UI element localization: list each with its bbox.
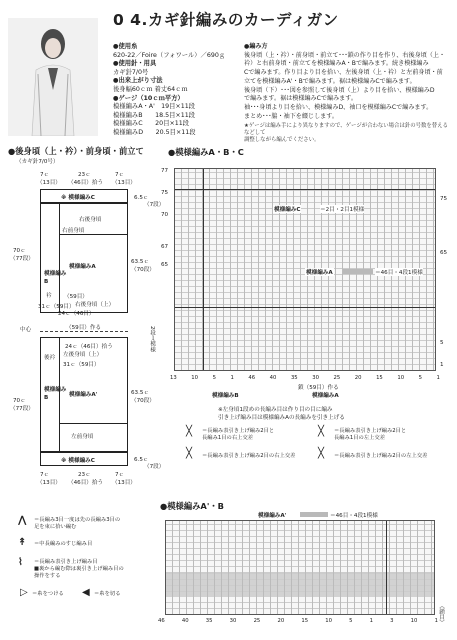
pattern-label: ※ 模様編みC xyxy=(61,458,95,464)
dim-label: 7ｃ xyxy=(40,172,50,178)
method-line: 袖･･･身頃より目を拾い、模様編みD、袖口を模様編みCで編みます。 xyxy=(244,103,433,111)
stitch-number: 10 xyxy=(191,375,199,381)
dim-label: （7段） xyxy=(144,464,165,470)
hdc-back-loop-icon: ↟ xyxy=(18,537,27,548)
stitch-number: 46 xyxy=(158,618,165,624)
dim-label: （7段） xyxy=(144,202,165,208)
cross-icon: ╳ xyxy=(318,426,325,437)
row-number: 77 xyxy=(161,168,169,174)
page-title: 0 4.カギ針編みのカーディガン xyxy=(113,11,339,29)
yarn-heading: ●使用糸 xyxy=(113,43,138,50)
left-body-panel xyxy=(40,337,128,452)
method-line: まとめ･･･脇・袖下を綴じします。 xyxy=(244,112,338,120)
stitch-number: 5 xyxy=(212,375,216,381)
stitch-label: （59目） xyxy=(64,294,88,300)
model-photo xyxy=(8,18,98,136)
stitch-number: 15 xyxy=(376,375,383,381)
stitch-number: 30 xyxy=(312,375,319,381)
stitch-number: 1 xyxy=(230,375,234,381)
symbol-text: ＝長編み3目一度は先の長編み3目の 足を束に拾い編む xyxy=(34,517,121,530)
piece-label: 左後身頃（上） xyxy=(63,352,103,358)
chart-note: ※左身頃1段めの長編み目は作り目の目に編み xyxy=(218,407,333,413)
dim-label: 31ｃ（59目） xyxy=(63,362,100,368)
dim-label: 63.5ｃ xyxy=(131,390,150,396)
stitch-number: 20 xyxy=(277,618,285,624)
stitch-number: 40 xyxy=(269,375,277,381)
materials-block xyxy=(113,43,233,138)
method-line: 立てを模様編みA'・Bで編みます。裾は模様編みCで編みます。 xyxy=(244,77,416,85)
stitch-label: （59目）作る xyxy=(66,325,102,331)
method-line: 後身頃（下）･･･図を参照して後身頃（上）より目を拾い、模様編みD xyxy=(244,86,435,94)
post-stitch-icon: ⌇ xyxy=(18,557,23,568)
side-label: （鎖目） xyxy=(438,603,444,626)
dim-label: （77段） xyxy=(10,256,34,262)
cross-stitch-legend xyxy=(186,428,446,494)
divider xyxy=(386,521,387,614)
stitch-number: 1 xyxy=(434,618,438,624)
legend-text: ＝長編み表引き上げ編み2目と 長編み1目の左上交差 xyxy=(334,428,407,441)
pattern-label: 模様編み B xyxy=(44,387,67,401)
pattern-label: 模様編みA' xyxy=(69,392,98,398)
row-number: 75 xyxy=(440,196,448,202)
dim-label: 6.5ｃ xyxy=(134,457,149,463)
method-line: 衿）と右前身頃・前立てを模様編みA・Bで編みます。続き模様編み xyxy=(244,60,429,68)
pattern-label: 模様編み B xyxy=(44,271,67,285)
pattern-label: 模様編みA' xyxy=(258,513,287,519)
gauge-note xyxy=(244,123,450,144)
row-number: 5 xyxy=(440,340,444,346)
stitch-label: （13目） xyxy=(37,180,61,186)
chart-note: 引き上げ編み目は模様編みAの長編みを引き上げる xyxy=(218,415,345,421)
repeat-label: ＝46目・4段1模様 xyxy=(330,513,378,519)
stitch-number: 1 xyxy=(436,375,440,381)
symbol-text: ＝長編み表引き上げ編み目 ■裏から編む際は裏引き上げ編み目の 操作をする xyxy=(34,559,124,579)
cross-icon: ╳ xyxy=(186,426,193,437)
piece-label: 後衿 xyxy=(44,355,56,361)
pattern-c-band-top xyxy=(40,189,128,203)
tools-heading: ●使用針・用具 xyxy=(113,60,157,68)
cut-yarn-icon: ◀ xyxy=(82,587,90,598)
body-diagram-title: ●後身頃（上・衿）・前身頃・前立て xyxy=(8,146,144,156)
pattern-label: 模様編みA xyxy=(312,393,339,399)
repeat-label: ＝2目・2目1模様 xyxy=(320,207,365,213)
dim-label: 23ｃ xyxy=(78,472,91,478)
cross-icon: ╳ xyxy=(186,448,193,459)
piece-label: 中心 xyxy=(20,327,32,333)
dim-label: （70段） xyxy=(131,398,155,404)
row-number: 70 xyxy=(161,212,169,218)
repeat-bar xyxy=(300,512,328,517)
dim-label: 7ｃ xyxy=(115,472,125,478)
gauge-line: 模様編みB 18.5目×11段 xyxy=(113,111,196,119)
fold-line xyxy=(40,331,128,332)
gauge-heading: ●ゲージ（10ｃｍ平方） xyxy=(113,94,184,102)
pattern-abc-chart xyxy=(174,168,436,371)
dim-label: 24ｃ（46目） xyxy=(58,311,95,317)
repeat-bar xyxy=(343,269,373,274)
repeat-label: ＝46目・4段1模様 xyxy=(375,270,423,276)
method-line: Cで編みます。作り目より目を拾い、左後身頃（上・衿）と左前身頃・前 xyxy=(244,69,443,77)
dim-label: 24ｃ（46目）拾う xyxy=(65,344,113,350)
pattern-ab2-chart xyxy=(165,520,435,615)
join-yarn-icon: ▷ xyxy=(20,587,28,598)
legend-text: ＝長編み表引き上げ編み2目と 長編み1目の右上交差 xyxy=(202,428,275,441)
pattern-label: ※ 模様編みC xyxy=(61,195,95,201)
dim-label: （77段） xyxy=(10,406,34,412)
stitch-number: 15 xyxy=(301,618,309,624)
row-number: 65 xyxy=(440,250,448,256)
stitch-number: 20 xyxy=(354,375,362,381)
dim-label: 70ｃ xyxy=(13,398,26,404)
stitch-number: 10 xyxy=(410,618,418,624)
dim-label: 31ｃ（59目） xyxy=(38,304,75,310)
divider xyxy=(175,307,435,308)
stitch-number: 35 xyxy=(205,618,213,624)
dc3tog-icon: ⋀ xyxy=(18,515,27,526)
dim-label: 63.5ｃ xyxy=(131,259,150,265)
stitch-numbers xyxy=(158,618,438,624)
stitch-numbers xyxy=(170,375,440,381)
stitch-label: （13目） xyxy=(112,180,136,186)
right-body-panel xyxy=(40,203,128,313)
stitch-number: 40 xyxy=(181,618,189,624)
stitch-number: 3 xyxy=(390,618,394,624)
needle-size: （カギ針7/0号） xyxy=(16,159,59,165)
stitch-number: 5 xyxy=(418,375,422,381)
stitch-number: 5 xyxy=(349,618,353,624)
divider xyxy=(175,189,435,190)
pattern-label: 模様編みA xyxy=(306,270,333,276)
symbol-text: ＝中長編みのすじ編み目 xyxy=(34,541,93,547)
stitch-number: 35 xyxy=(290,375,298,381)
dim-label: 7ｃ xyxy=(40,472,50,478)
shaded-rows xyxy=(166,573,434,597)
pattern-label: 模様編みA xyxy=(69,264,96,270)
stitch-label: （46目）拾う xyxy=(68,480,104,486)
method-heading: ●編み方 xyxy=(244,43,268,50)
divider xyxy=(59,423,127,424)
dim-label: 23ｃ xyxy=(78,172,91,178)
legend-text: ＝長編み表引き上げ編み2目の右上交差 xyxy=(202,453,296,459)
stitch-number: 46 xyxy=(248,375,256,381)
method-line: で編みます。裾は模様編みCで編みます。 xyxy=(244,95,357,103)
size-heading: ●出来上がり寸法 xyxy=(113,77,163,85)
gauge-line: 模様編みC 20目×11段 xyxy=(113,120,190,128)
stitch-label: （13目） xyxy=(37,480,61,486)
repeat-label: 2段１模様 xyxy=(149,326,155,352)
stitch-number: 1 xyxy=(369,618,374,624)
stitch-number: 10 xyxy=(325,618,332,624)
stitch-label: （13目） xyxy=(112,480,136,486)
pattern-label: 模様編みC xyxy=(274,207,301,213)
stitch-number: 10 xyxy=(397,375,405,381)
pattern-ab2-title: ●模様編みA'・B xyxy=(160,501,225,511)
stitch-number: 25 xyxy=(333,375,341,381)
stitch-number: 13 xyxy=(170,375,177,381)
dim-label: 70ｃ xyxy=(13,248,26,254)
row-number: 75 xyxy=(161,190,169,196)
piece-label: 右前身頃 xyxy=(62,228,85,234)
dim-label: 6.5ｃ xyxy=(134,195,149,201)
pattern-c-band-bottom xyxy=(40,452,128,466)
size-text: 後身幅60ｃｍ 着丈64ｃｍ xyxy=(113,85,188,93)
pattern-abc-title: ●模様編みA・B・C xyxy=(168,147,244,157)
gauge-note-line: 調整しながら編んでください。 xyxy=(244,137,320,144)
piece-label: 右後身頃 xyxy=(79,217,102,223)
divider xyxy=(59,234,127,235)
piece-label: 左前身頃 xyxy=(71,434,94,440)
gauge-note-line: ★ゲージは編み手により異なりますので、ゲージが合わない場合は針の号数を替えるなどして xyxy=(244,123,448,137)
gauge-line: 模様編みA・A' 19目×11段 xyxy=(113,103,196,111)
start-chain-label: 鎖（59目）作る xyxy=(298,385,339,391)
dim-label: （70段） xyxy=(131,267,155,273)
piece-label: 衿 xyxy=(46,293,52,299)
gauge-line: 模様編みD 20.5目×11段 xyxy=(113,128,196,136)
piece-label: 右後身頃（上） xyxy=(75,302,115,308)
row-number: 1 xyxy=(440,362,444,368)
method-block xyxy=(244,43,450,144)
cross-icon: ╳ xyxy=(318,448,325,459)
symbol-text: ＝糸をつける xyxy=(32,591,64,597)
legend-text: ＝長編み表引き上げ編み2目の左上交差 xyxy=(334,453,428,459)
stitch-label: （46目）拾う xyxy=(68,180,104,186)
pattern-label: 模様編みB xyxy=(212,393,239,399)
row-number: 67 xyxy=(161,244,169,250)
tools-text: カギ針7/0号 xyxy=(113,68,149,76)
stitch-number: 30 xyxy=(229,618,237,624)
method-line: 後身頃（上・衿）・前身頃・前立て･･･鎖の作り目を作り、右後身頃（上・ xyxy=(244,51,446,59)
stitch-number: 25 xyxy=(253,618,261,624)
symbol-text: ＝糸を切る xyxy=(94,591,121,597)
dim-label: 7ｃ xyxy=(115,172,125,178)
row-number: 65 xyxy=(161,262,169,268)
divider xyxy=(203,169,204,370)
yarn-text: 620-22／Foire（フォワール）／690ｇ xyxy=(113,51,226,59)
